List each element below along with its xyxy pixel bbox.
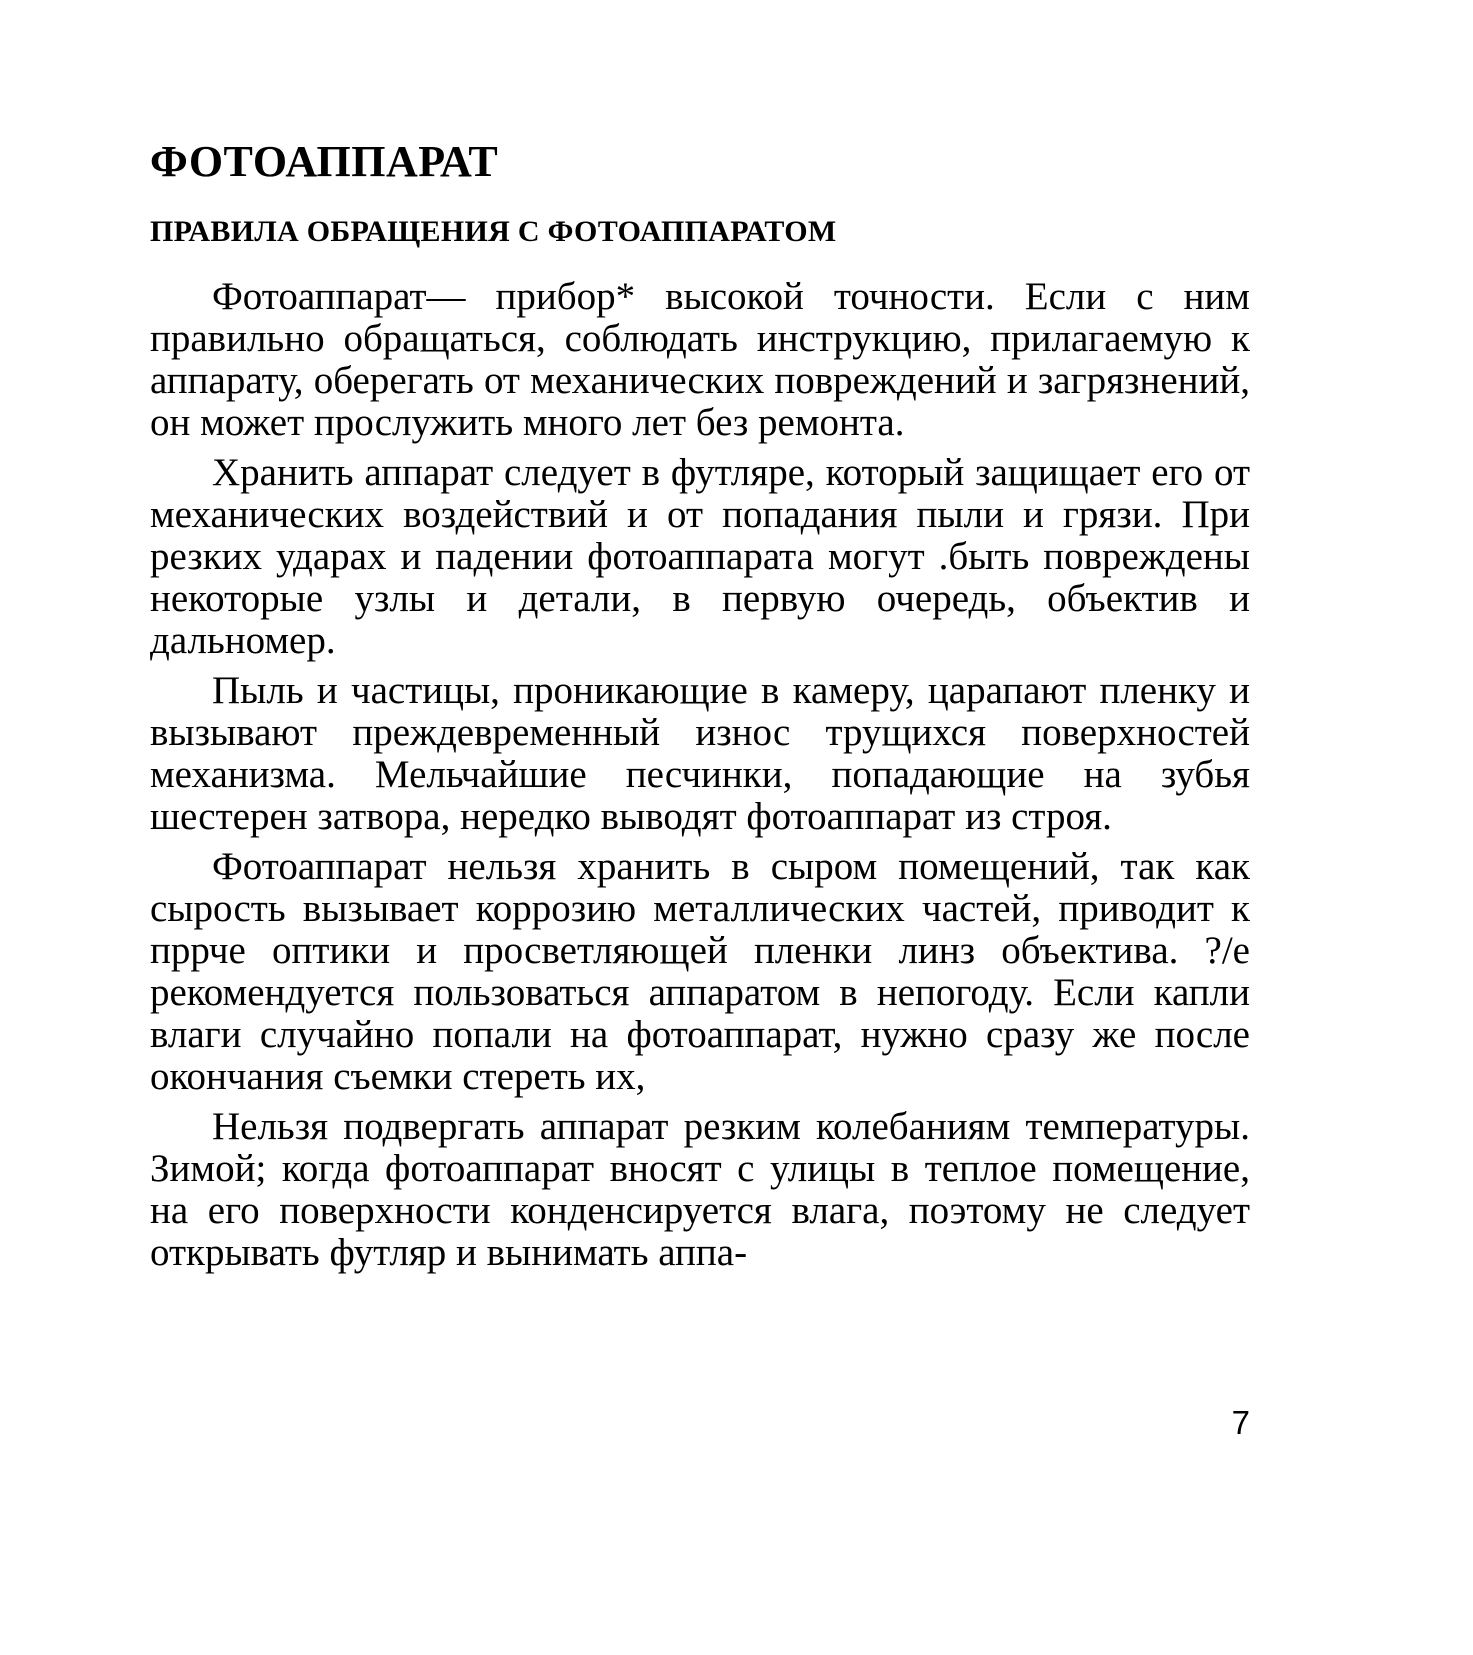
page-number: 7	[1231, 1404, 1250, 1441]
paragraph-1: Фотоаппарат— прибор* высокой точности. Если с ним правильно обращаться, соблюдать инструкцию, прилагаемую к аппарату, оберегать от механических повреждений и загрязнений, он может прослужить много лет без ремонта.	[150, 275, 1250, 444]
body-text	[150, 276, 1250, 1282]
paragraph-2: Хранить аппарат следует в футляре, который защищает его от механических воздействий и от попадания пыли и грязи. При резких ударах и падении фотоаппарата могут .быть повреждены некоторые узлы и детали, в первую очередь, объектив и дальномер.	[150, 451, 1250, 662]
page-title: ФОТОАППАРАТ	[150, 137, 499, 186]
paragraph-4: Фотоаппарат нельзя хранить в сыром помещений, так как сырость вызывает коррозию металлических частей, приводит к пррче оптики и просветляющей пленки линз объектива. ?/е рекомендуется пользоваться аппаратом в непогоду. Если капли влаги случайно попали на фотоаппарат, нужно сразу же после окончания съемки стереть их,	[150, 845, 1250, 1098]
book-page	[150, 0, 1250, 1655]
paragraph-3: Пыль и частицы, проникающие в камеру, царапают пленку и вызывают преждевременный износ трущихся поверхностей механизма. Мельчайшие песчинки, попадающие на зубья шестерен затвора, нередко выводят фотоаппарат из строя.	[150, 669, 1250, 838]
paragraph-5: Нельзя подвергать аппарат резким колебаниям температуры. Зимой; когда фотоаппарат вносят с улицы в теплое помещение, на его поверхности конденсируется влага, поэтому не следует открывать футляр и вынимать аппа-	[150, 1105, 1250, 1274]
section-subtitle: ПРАВИЛА ОБРАЩЕНИЯ С ФОТОАППАРАТОМ	[150, 215, 837, 248]
